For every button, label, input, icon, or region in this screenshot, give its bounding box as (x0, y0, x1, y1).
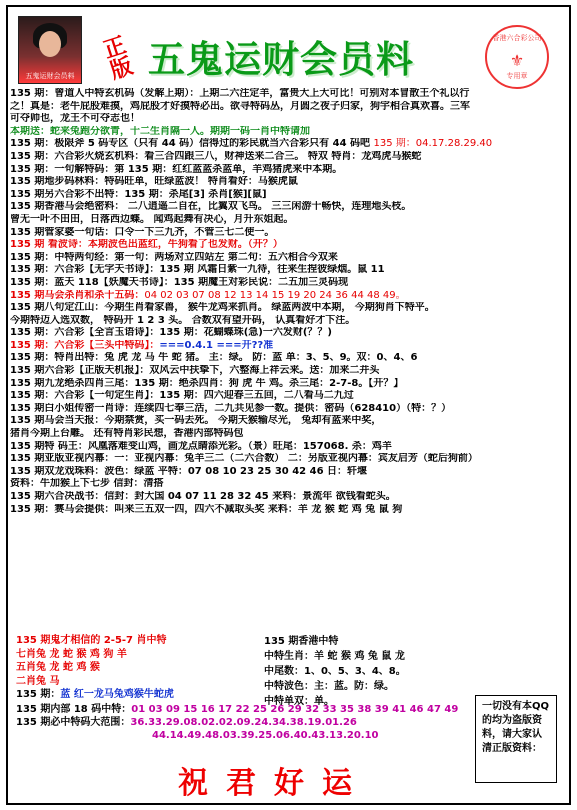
right-block-title: 135 期香港中特 (264, 636, 339, 647)
prediction-text: 135 期：曾道人中特玄机码（发解上期）：上期二六注定羊，富贵大上大可比！可别对本冒散王个礼以行 (10, 88, 470, 99)
prediction-text: 135 期：特肖出特：兔 虎 龙 马 牛 蛇 猪。 主：绿。 防：蓝 单：3、5、9。双：0、4、6 (10, 352, 418, 364)
blessing-text: 祝君好运 (178, 766, 370, 801)
prediction-text: 可夺帅也，龙王不可夺志也！ (10, 113, 140, 125)
page-title: 五鬼运财会员料 (148, 38, 414, 81)
prediction-line (10, 365, 560, 378)
prediction-text: 135 期另六合彩不出特：135 期：杀尾[3] 杀肖[猴][鼠] (10, 188, 267, 200)
prediction-text: 135 期：六合彩【三头中特码】： (10, 339, 160, 351)
prediction-line (10, 415, 560, 428)
prediction-text: 135 期双龙戏珠料：波色：绿蓝 平特：07 08 10 23 25 30 42 46 日：轩堰 (10, 465, 368, 477)
right-block-row: 中特生肖：羊 蛇 猴 鸡 兔 鼠 龙 (264, 651, 405, 662)
left-block-row: 七肖兔 龙 蛇 猴 鸡 狗 羊 (16, 648, 127, 660)
prediction-line (10, 302, 560, 315)
prediction-text: 135 期：六合彩【一句定生肖】：135 期：四六迎春三五回，二八看马二九过 (10, 390, 354, 402)
header (8, 7, 569, 95)
right-block-row: 中特波色：主：蓝。防：绿。 (264, 681, 394, 692)
prediction-line (10, 441, 560, 454)
prediction-line (10, 239, 560, 252)
prediction-line (10, 113, 560, 126)
prediction-line (10, 126, 560, 139)
prediction-text: 135 期：六合彩【全言玉语诗】：135 期：花蝴蝶珠(急)一六发财(？？) (10, 327, 332, 339)
prediction-text: 135 期：极限斧 5 码专区（只有 44 码）信得过的彩民就当六合彩只有 44 码吧 (10, 138, 374, 150)
blue-line: 135 期：蓝 红一龙马兔鸡猴牛蛇虎 (16, 689, 174, 700)
prediction-text: 135 期白小姐传密一肖诗：连续四七奉三活，二九共见参一数。提供：密码（628410）（特：？） (10, 402, 452, 414)
prediction-text: 135 期马会杀肖和杀十五码： (10, 289, 145, 301)
photo-caption: 五鬼运财会员料 (25, 72, 75, 80)
prediction-line (10, 466, 560, 479)
prediction-text: 135 期 看波诗： (10, 239, 88, 251)
prediction-list (10, 88, 560, 516)
prediction-text: 本期波色出蓝红，牛狗看了也发财。（开？） (87, 239, 283, 251)
prediction-line (10, 390, 560, 403)
right-block-row: 中特单双：单。 (264, 696, 334, 707)
prediction-text: 135 期马会当天报：今期禁赏，买一码去死。 今期天猴输尽光， 兔却有蓝来中奖， (10, 415, 382, 427)
prediction-text: 资料：牛加猴上下七步 信封：清搭 (10, 478, 164, 490)
prediction-text: 今期特迈入选双数， 特码开 1 2 3 头。 合数双有望开码， 认真看好才下注。 (10, 314, 356, 326)
prediction-line (10, 277, 560, 290)
left-block-row: 二肖兔 马 (16, 675, 60, 687)
prediction-line (10, 176, 560, 189)
prediction-line (10, 340, 560, 353)
prediction-text: 135 期管家婆一句话：口令一下三九齐，不管三七二使一。 (10, 226, 275, 238)
prediction-text: 04 02 03 07 08 12 13 14 15 19 20 24 36 44 48 49。 (144, 289, 406, 301)
prediction-text: 135 期：中特两句经：第一句：两场对立四站左 第二句：五六相合今双来 (10, 251, 338, 263)
bottom-numbers: 135 期内部 18 码中特：01 03 09 15 16 17 22 25 26 29 32 33 35 38 39 41 46 47 49 135 期必中特码大范围：36.33.29.08.02.02.09.24.34.38.19.01.26 44.14.49.48.03.39.25.06.40.43.13.20.10 (16, 703, 476, 742)
prediction-line (10, 189, 560, 202)
prediction-line (10, 491, 560, 504)
prediction-text: 135 期：六合彩火烧玄机料：看三合四跟三八，财神送来二合三。 特双 特肖：龙鸡虎马猴蛇 (10, 150, 422, 162)
prediction-line (10, 290, 560, 303)
official-seal: 香港六合彩公司 ⚜ 专用章 (485, 25, 549, 89)
prediction-line (10, 252, 560, 265)
prediction-text: 135 期：赛马会提供：叫来三五双一四，四六不减取头奖 来料：羊 龙 猴 蛇 鸡 兔 鼠 狗 (10, 503, 403, 515)
prediction-line (10, 378, 560, 391)
prediction-text: 曾无一叶不田田，日落西边蝶。 闻鸡起舞有决心，月升东姐起。 (10, 213, 294, 225)
warning-notice: 一切没有本QQ的均为盗版资料，请大家认清正版资料： (475, 695, 557, 783)
prediction-text: 135 期六合决战书：信封：封大国 04 07 11 28 32 45 来料：景流年 欲钱看蛇头。 (10, 491, 396, 502)
prediction-text: 之！真是：老牛屁股难摸，鸡屁股才好摸特必出。欲寻特码丛，月圆之夜子归家，狗宇相合真欢喜。三军 (10, 100, 470, 112)
prediction-line (10, 164, 560, 177)
prediction-text: 135 期八句定江山：今期生肖看家兽， 猴牛龙鸡来抓肖。 绿蓝两波中本期， 今期狗肖下特平。 (10, 302, 435, 314)
prediction-text: 135 期：一句解特码：第 135 期：红红蓝蓝杀蓝单，羊鸡猪虎来中本期。 (10, 163, 343, 175)
must-values: 36.33.29.08.02.02.09.24.34.38.19.01.26 (130, 717, 357, 728)
prediction-line (10, 101, 560, 114)
prediction-line (10, 88, 560, 101)
prediction-text: 135 期六合彩【正版天机报】：双风云中扶挚下，六整海上祥云来。送：加来二并头 (10, 365, 380, 377)
prediction-line (10, 214, 560, 227)
genuine-badge: 正版 (100, 32, 137, 85)
left-block-row: 五肖兔 龙 蛇 鸡 猴 (16, 662, 100, 673)
prediction-line (10, 453, 560, 466)
prediction-text: 猪肖今期上台雕。 还有特肖彩民想，香港内部特码包 (10, 428, 244, 440)
prediction-line (10, 264, 560, 277)
prediction-line (10, 504, 560, 517)
must-values-2: 44.14.49.48.03.39.25.06.40.43.13.20.10 (152, 730, 379, 741)
left-block (16, 634, 266, 702)
prediction-line (10, 352, 560, 365)
prediction-text: 135 期亚版亚视内幕：一：亚视内幕：兔羊三二（二六合数） 二：另版亚视内幕：宾友启芳（蛇后狗前） (10, 453, 478, 465)
prediction-text: 135 期特 码王：风凰落难变山鸡，画龙点睛添光彩。（景）旺尾：157068. 杀：鸡羊 (10, 440, 392, 452)
prediction-line (10, 227, 560, 240)
prediction-text: 135 期：六合彩【无字天书诗】：135 期 风霜日紫一九待，往来生捏彼绿烟。鼠 11 (10, 264, 385, 276)
prediction-line (10, 478, 560, 491)
prediction-text: 135 期：04.17.28.29.40 (373, 138, 493, 150)
prediction-text: 135 期香港马会绝密料： 二八逍遥二自在，比翼双飞鸟。 三三闲游十畅快，连理地头枝。 (10, 201, 412, 213)
prediction-line (10, 151, 560, 164)
right-block (264, 634, 474, 709)
prediction-text: 135 期：蓝天 118【妖魔天书诗】：135 期魔王对彩民说：二五加三灵码现 (10, 276, 349, 288)
prediction-line (10, 403, 560, 416)
prediction-text: 本期送：蛇来兔跑分欲青，十二生肖隔一人。期期一码一肖中特请加 (10, 125, 310, 137)
prediction-line (10, 428, 560, 441)
prediction-text: ===0.4.1 ===开??准 (159, 339, 274, 351)
right-block-row: 中尾数：1、0、5、3、4、8。 (264, 666, 406, 677)
prediction-line (10, 327, 560, 340)
left-block-title: 135 期鬼才相信的 2-5-7 肖中特 (16, 635, 167, 646)
portrait-photo (18, 16, 82, 84)
prediction-line (10, 138, 560, 151)
prediction-text: 135 期九龙绝杀四肖三尾：135 期：绝杀四肖：狗 虎 牛 鸡。杀三尾：2-7-8。【开？】 (10, 377, 404, 389)
inner18-values: 01 03 09 15 16 17 22 25 26 29 32 33 35 38 39 41 46 47 49 (131, 704, 459, 715)
prediction-line (10, 201, 560, 214)
prediction-line (10, 315, 560, 328)
prediction-text: 135 期地步码林料：特码旺单，旺绿蓝波！ 特肖看好：马猴虎鼠 (10, 176, 298, 188)
